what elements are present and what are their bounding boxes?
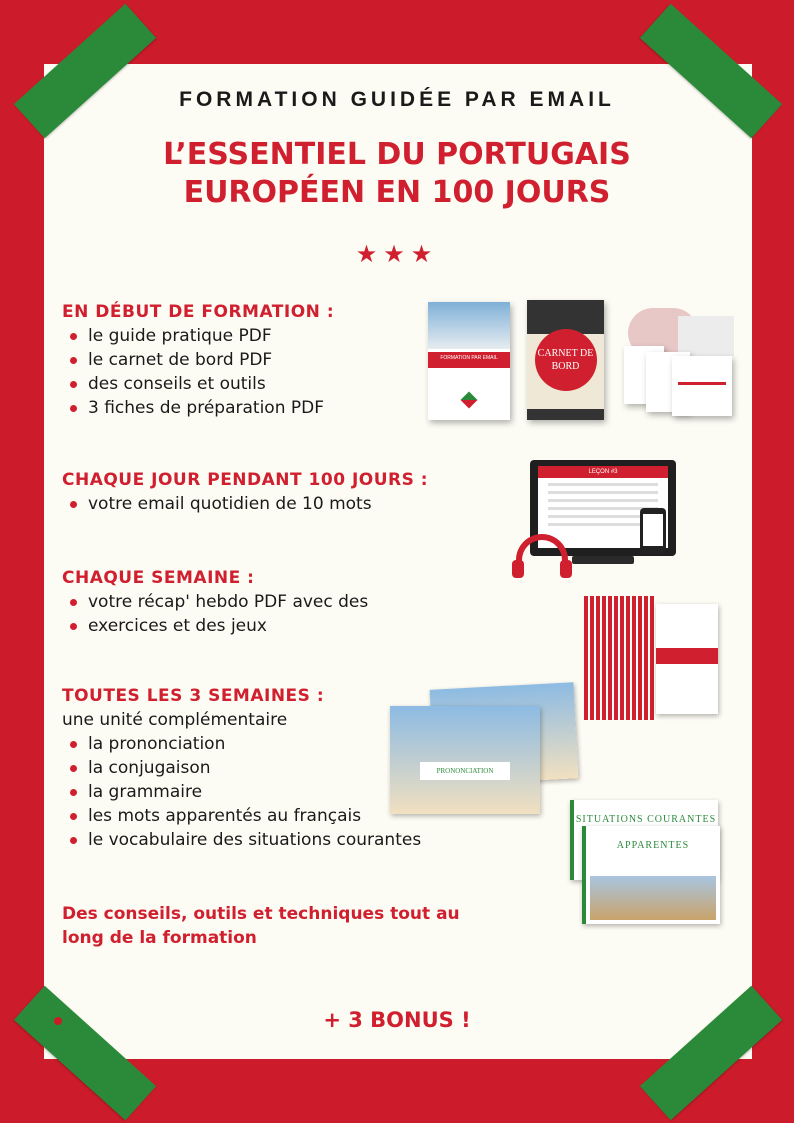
prononciation-label: PRONONCIATION	[420, 762, 510, 780]
list-item: le guide pratique PDF	[62, 324, 334, 348]
phone-image	[640, 508, 666, 554]
vocabulary-cards-image	[570, 800, 720, 926]
kicker: FORMATION GUIDÉE PAR EMAIL	[179, 88, 615, 111]
carnet-label: CARNET DE BORD	[535, 329, 597, 391]
section-daily	[62, 468, 428, 516]
list-item: 3 fiches de préparation PDF	[62, 396, 334, 420]
section-weekly	[62, 566, 368, 638]
section-heading: EN DÉBUT DE FORMATION :	[62, 302, 335, 322]
apparentes-label: APPARENTES	[616, 840, 690, 851]
list-item: le vocabulaire des situations courantes	[62, 828, 421, 852]
prep-sheets-image	[618, 300, 736, 420]
list-item: la grammaire	[62, 780, 421, 804]
units-pages-image	[390, 686, 576, 816]
list-item: votre récap' hebdo PDF avec des	[62, 590, 368, 614]
section-three-weeks	[62, 684, 421, 852]
closing-text: Des conseils, outils et techniques tout au long de la formation	[62, 904, 460, 948]
page-title	[0, 136, 794, 212]
list-item: les mots apparentés au français	[62, 804, 421, 828]
section-heading: TOUTES LES 3 SEMAINES :	[62, 686, 325, 706]
carnet-cover-image	[527, 300, 604, 420]
guide-cover-label: FORMATION PAR EMAIL	[440, 354, 498, 361]
title-line-2: EUROPÉEN EN 100 JOURS	[183, 175, 611, 210]
list-item: des conseils et outils	[62, 372, 334, 396]
guide-cover-image	[428, 302, 510, 420]
list-item: votre email quotidien de 10 mots	[62, 492, 428, 516]
section-intro: une unité complémentaire	[62, 710, 288, 730]
monitor-stand	[572, 556, 634, 564]
section-start	[62, 300, 334, 420]
list-item: la conjugaison	[62, 756, 421, 780]
list-item-continuation: exercices et des jeux	[62, 614, 368, 638]
bonus-text: + 3 BONUS !	[323, 1008, 471, 1032]
section-heading: CHAQUE SEMAINE :	[62, 568, 255, 588]
lesson-screen-label: LEÇON #3	[538, 466, 668, 478]
weekly-recap-binders-image	[584, 596, 718, 720]
section-heading: CHAQUE JOUR PENDANT 100 JOURS :	[62, 470, 429, 490]
title-line-1: L’ESSENTIEL DU PORTUGAIS	[163, 137, 631, 172]
situations-label: SITUATIONS COURANTES	[575, 814, 717, 825]
list-item: le carnet de bord PDF	[62, 348, 334, 372]
stars-icon: ★★★	[355, 240, 439, 268]
logo-icon	[461, 391, 478, 408]
list-item: la prononciation	[62, 732, 421, 756]
